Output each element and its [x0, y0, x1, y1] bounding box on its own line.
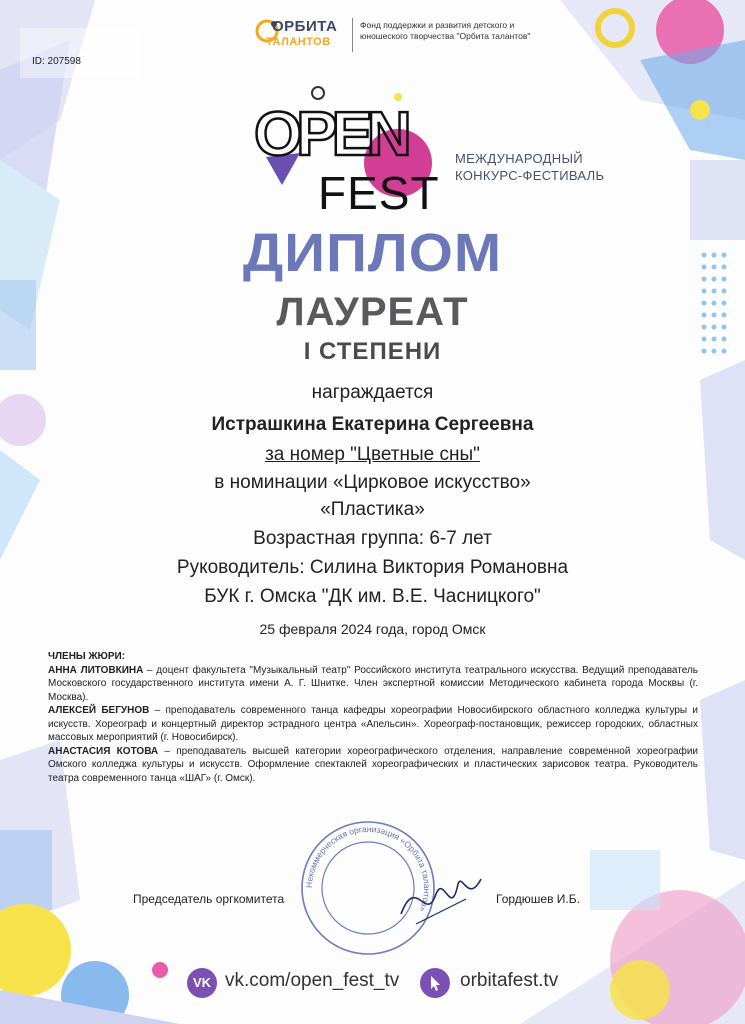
- nomination-line2: «Пластика»: [320, 499, 425, 520]
- deco-shape: [20, 28, 140, 78]
- deco-circle: [0, 904, 71, 996]
- cursor-icon-graphic: [420, 968, 450, 998]
- jury-member-name: АНАСТАСИЯ КОТОВА: [48, 745, 159, 757]
- website-link[interactable]: orbitafest.tv: [460, 970, 559, 991]
- org-name-line2: ТАЛАНТОВ: [266, 36, 331, 48]
- jury-member: [48, 664, 698, 705]
- vk-icon: VK: [187, 968, 217, 998]
- logo-word-fest: FEST: [318, 167, 440, 215]
- festival-type: МЕЖДУНАРОДНЫЙ КОНКУРС-ФЕСТИВАЛЬ: [455, 151, 605, 183]
- deco-shape: [0, 830, 52, 910]
- recipient-name: Истрашкина Екатерина Сергеевна: [211, 414, 534, 435]
- deco-shape: [590, 850, 660, 910]
- act-title: [0, 444, 745, 466]
- jury-member-bio: – доцент факультета "Музыкальный театр" Российского института театрального искусства. Ведущий преподаватель Московского государственного института имени А. Г. Шнитке. Член экспертной комиссии Методического кабинета города Москвы (г. Москва).: [48, 664, 698, 703]
- open-fest-logo-graphic: [248, 85, 448, 215]
- institution: БУК г. Омска "ДК им. В.Е. Часницкого": [204, 586, 541, 607]
- orbita-logo: [252, 14, 362, 54]
- diploma-title: ДИПЛОМ: [242, 223, 503, 283]
- chair-label: Председатель оргкомитета: [133, 892, 285, 906]
- header-divider: [352, 18, 353, 52]
- chair-signature: [396, 864, 486, 934]
- degree-title: I СТЕПЕНИ: [303, 338, 442, 365]
- open-fest-logo: [248, 85, 448, 215]
- jury-heading: ЧЛЕНЫ ЖЮРИ:: [48, 651, 126, 662]
- vk-link[interactable]: vk.com/open_fest_tv: [225, 970, 400, 991]
- deco-dot: [690, 100, 710, 120]
- act-title-text: за номер "Цветные сны": [265, 444, 480, 465]
- cursor-icon: [420, 968, 450, 998]
- jury-member: [48, 704, 698, 745]
- deco-dot: [152, 962, 168, 978]
- jury-member-bio: – преподаватель высшей категории хореографического отделения, направление современной хореографии Омского колледжа культуры и искусств. Оформление спектаклей хореографических и пластических зарисовок театра. Руководитель театра современного танца «ШАГ» (г. Омск).: [48, 745, 698, 784]
- date-place: 25 февраля 2024 года, город Омск: [259, 621, 486, 637]
- deco-shape: [700, 680, 745, 860]
- org-name-line1: ОРБИТА: [272, 18, 338, 35]
- document-id: ID: 207598: [32, 56, 81, 67]
- seal-text: Некоммерческая организация «Орбита талантов»: [303, 823, 433, 914]
- org-description: Фонд поддержки и развития детского и юношеского творчества "Орбита талантов": [360, 20, 531, 41]
- jury-member: [48, 745, 698, 786]
- nomination-line1: в номинации «Цирковое искусство»: [214, 472, 531, 493]
- deco-circle: [610, 960, 670, 1020]
- chair-name: Гордюшев И.Б.: [496, 892, 580, 906]
- laureate-title: ЛАУРЕАТ: [276, 290, 469, 334]
- leader: Руководитель: Силина Виктория Романовна: [176, 557, 569, 578]
- jury-member-name: АЛЕКСЕЙ БЕГУНОВ: [48, 705, 150, 716]
- age-group: Возрастная группа: 6-7 лет: [253, 528, 492, 549]
- jury-member-name: АННА ЛИТОВКИНА: [48, 664, 144, 676]
- logo-word-open: OPEN: [254, 100, 406, 169]
- awarded-text: награждается: [311, 382, 434, 403]
- jury-section: [48, 650, 698, 785]
- jury-member-bio: – преподаватель современного танца кафедры хореографии Новосибирского областного колледжа культуры и искусств. Хореограф и концертный директор эстрадного центра «Апельсин». Хореограф-постановщик, режиссер городских, областных массовых мероприятий (г. Новосибирск).: [48, 705, 698, 743]
